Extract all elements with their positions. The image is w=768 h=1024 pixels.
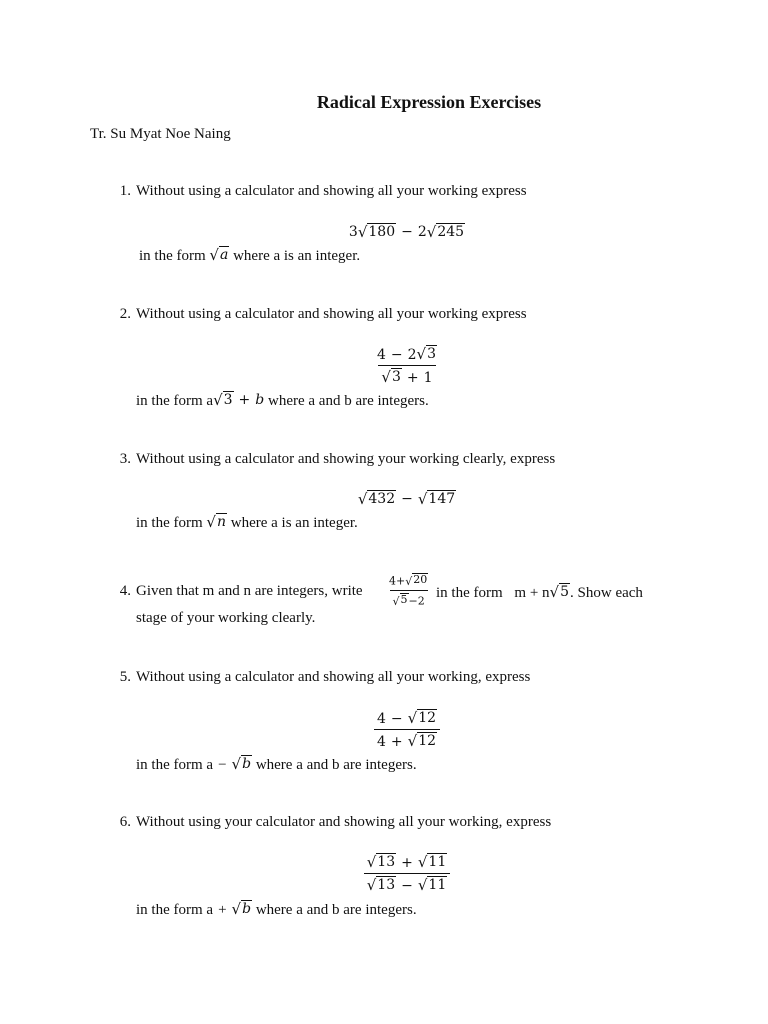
question-2-prompt: Without using a calculator and showing all your working express xyxy=(136,306,527,322)
question-6-number: 6. xyxy=(119,814,131,830)
question-6-expression: √ 13 + √ 11 √ 13 − √ 11 xyxy=(0,853,768,894)
question-5-number: 5. xyxy=(119,669,131,685)
sqrt-180: √ 180 xyxy=(357,223,396,242)
sqrt-245: √ 245 xyxy=(426,223,465,242)
question-4-prompt-a: Given that m and n are integers, write xyxy=(136,583,363,599)
question-1-form: in the form √ a where a is an integer. xyxy=(139,246,361,265)
document-title: Radical Expression Exercises xyxy=(316,92,542,112)
question-2-number: 2. xyxy=(119,306,131,322)
question-4-fraction: 4+ √ 20 √ 5 −2 xyxy=(389,573,428,608)
question-3-number: 3. xyxy=(119,451,131,467)
question-5-prompt: Without using a calculator and showing all your working, express xyxy=(136,669,531,685)
question-1-number: 1. xyxy=(119,183,131,199)
question-1-prompt: Without using a calculator and showing all your working express xyxy=(136,183,527,199)
question-6-form: in the form a + √ b where a and b are integers. xyxy=(136,900,417,919)
question-2-expression: 4 − 2 √ 3 √ 3 + 1 xyxy=(376,345,437,387)
question-4-prompt-d: stage of your working clearly. xyxy=(136,610,316,626)
author-line: Tr. Su Myat Noe Naing xyxy=(90,126,231,142)
question-1-expression: 3 √ 180 − 2 √ 245 xyxy=(348,223,465,242)
question-5-form: in the form a − √ b where a and b are integers. xyxy=(136,755,417,774)
question-3-prompt: Without using a calculator and showing your working clearly, express xyxy=(136,451,556,467)
question-3-form: in the form √ n where a is an integer. xyxy=(136,513,358,532)
question-6-prompt: Without using your calculator and showing all your working, express xyxy=(136,814,552,830)
question-3-expression: √ 432 − √ 147 xyxy=(357,490,456,509)
question-5-expression: 4 − √ 12 4 + √ 12 xyxy=(0,709,768,750)
question-4-prompt-b: in the form m + n √ 5 . Show each xyxy=(436,583,643,602)
question-4-number: 4. xyxy=(119,583,131,599)
question-2-form: in the form a √ 3 + b where a and b are integers. xyxy=(136,391,429,410)
